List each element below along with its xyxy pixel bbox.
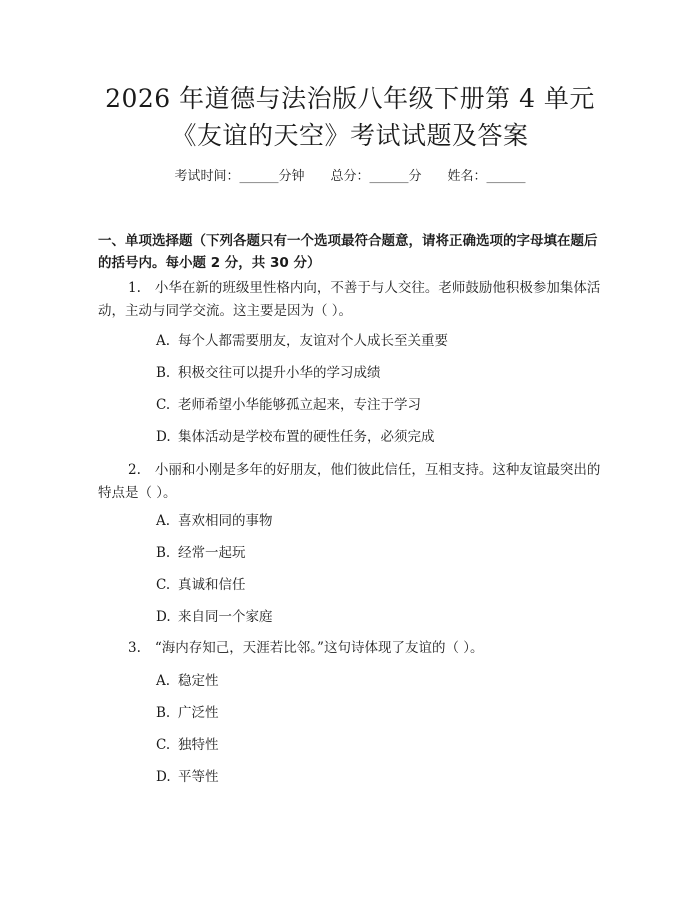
question-number: 3.: [128, 640, 141, 656]
option-letter: B.: [156, 365, 171, 381]
question-number: 2.: [128, 462, 141, 478]
student-name-field: 姓名：______: [447, 169, 526, 184]
page-title-line-1: 2026 年道德与法治版八年级下册第 4 单元: [105, 84, 595, 113]
exam-info: [0, 170, 700, 183]
option-text: 经常一起玩: [178, 545, 246, 561]
question-2-option-a: [156, 515, 273, 529]
option-letter: D.: [156, 609, 171, 625]
option-text: 独特性: [178, 737, 219, 753]
question-1: [98, 277, 603, 323]
question-1-option-a: [156, 335, 448, 349]
question-3-option-a: [156, 675, 219, 689]
option-text: 平等性: [178, 769, 219, 785]
option-text: 老师希望小华能够孤立起来，专注于学习: [178, 397, 421, 413]
question-stem: 小丽和小刚是多年的好朋友，他们彼此信任，互相支持。这种友谊最突出的特点是（ ）。: [98, 462, 601, 501]
question-2: [98, 459, 603, 505]
question-number: 1.: [128, 280, 141, 296]
question-3: [98, 637, 603, 660]
option-letter: A.: [156, 673, 171, 689]
question-2-option-c: [156, 579, 246, 593]
option-letter: B.: [156, 545, 171, 561]
option-letter: A.: [156, 513, 171, 529]
option-text: 集体活动是学校布置的硬性任务，必须完成: [178, 429, 435, 445]
question-1-option-b: [156, 367, 381, 381]
question-2-option-b: [156, 547, 246, 561]
option-letter: B.: [156, 705, 171, 721]
exam-time-field: 考试时间：______分钟: [174, 169, 305, 184]
section-heading: 一、单项选择题（下列各题只有一个选项最符合题意，请将正确选项的字母填在题后的括号内。每小题 2 分，共 30 分）: [98, 233, 598, 271]
option-letter: D.: [156, 429, 171, 445]
question-3-option-b: [156, 707, 219, 721]
option-letter: C.: [156, 737, 171, 753]
option-text: 喜欢相同的事物: [178, 513, 273, 529]
question-1-option-c: [156, 399, 421, 413]
option-text: 稳定性: [178, 673, 219, 689]
question-3-option-d: [156, 771, 219, 785]
question-3-option-c: [156, 739, 219, 753]
question-1-option-d: [156, 431, 435, 445]
question-stem: “海内存知己，天涯若比邻。”这句诗体现了友谊的（ ）。: [154, 640, 484, 656]
option-letter: D.: [156, 769, 171, 785]
option-text: 每个人都需要朋友，友谊对个人成长至关重要: [178, 333, 448, 349]
option-text: 真诚和信任: [178, 577, 246, 593]
total-score-field: 总分：______分: [330, 169, 422, 184]
question-2-option-d: [156, 611, 273, 625]
option-text: 来自同一个家庭: [178, 609, 273, 625]
option-letter: A.: [156, 333, 171, 349]
option-text: 积极交往可以提升小华的学习成绩: [178, 365, 381, 381]
option-letter: C.: [156, 577, 171, 593]
option-letter: C.: [156, 397, 171, 413]
option-text: 广泛性: [178, 705, 219, 721]
page-title-line-2: 《友谊的天空》考试试题及答案: [171, 121, 529, 150]
question-stem: 小华在新的班级里性格内向，不善于与人交往。老师鼓励他积极参加集体活动，主动与同学交流。这主要是因为（ ）。: [98, 280, 601, 319]
